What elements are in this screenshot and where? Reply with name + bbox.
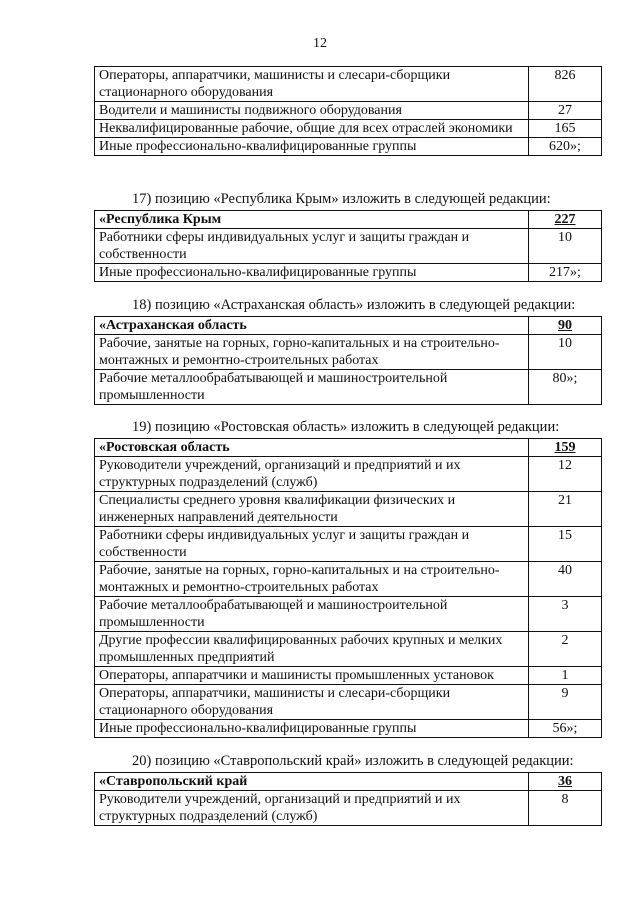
row-value: 27 <box>529 102 602 120</box>
table-row <box>95 791 602 826</box>
region-name: «Ставропольский край <box>95 773 529 791</box>
table-row <box>95 597 602 632</box>
occupation-table-continuation <box>94 66 602 156</box>
row-value: 40 <box>529 562 602 597</box>
section-heading-19: 19) позицию «Ростовская область» изложить в следующей редакции: <box>132 419 560 435</box>
row-value: 826 <box>529 67 602 102</box>
row-label: Иные профессионально-квалифицированные группы <box>95 138 529 156</box>
table-row <box>95 720 602 738</box>
row-label: Другие профессии квалифицированных рабочих крупных и мелких промышленных предприятий <box>95 632 529 667</box>
region-row <box>95 773 602 791</box>
row-value: 56»; <box>529 720 602 738</box>
region-total: 159 <box>529 439 602 457</box>
row-label: Рабочие, занятые на горных, горно-капитальных и на строительно-монтажных и ремонтно-строительных работах <box>95 562 529 597</box>
section-heading-20: 20) позицию «Ставропольский край» изложить в следующей редакции: <box>132 753 574 769</box>
region-total: 36 <box>529 773 602 791</box>
section-heading-18: 18) позицию «Астраханская область» изложить в следующей редакции: <box>132 297 576 313</box>
row-label: Работники сферы индивидуальных услуг и защиты граждан и собственности <box>95 229 529 264</box>
row-label: Специалисты среднего уровня квалификации физических и инженерных направлений деятельности <box>95 492 529 527</box>
row-label: Руководители учреждений, организаций и предприятий и их структурных подразделений (служб) <box>95 791 529 826</box>
row-value: 10 <box>529 335 602 370</box>
table-row <box>95 229 602 264</box>
region-row <box>95 439 602 457</box>
table-row <box>95 492 602 527</box>
row-value: 21 <box>529 492 602 527</box>
row-value: 12 <box>529 457 602 492</box>
stavropol-table <box>94 772 602 826</box>
row-value: 8 <box>529 791 602 826</box>
region-total: 90 <box>529 317 602 335</box>
section-heading-17: 17) позицию «Республика Крым» изложить в следующей редакции: <box>132 191 551 207</box>
row-value: 15 <box>529 527 602 562</box>
table-row <box>95 685 602 720</box>
row-label: Неквалифицированные рабочие, общие для всех отраслей экономики <box>95 120 529 138</box>
row-label: Водители и машинисты подвижного оборудования <box>95 102 529 120</box>
row-value: 9 <box>529 685 602 720</box>
region-row <box>95 211 602 229</box>
region-name: «Республика Крым <box>95 211 529 229</box>
row-label: Операторы, аппаратчики и машинисты промышленных установок <box>95 667 529 685</box>
table-row <box>95 264 602 282</box>
row-label: Работники сферы индивидуальных услуг и защиты граждан и собственности <box>95 527 529 562</box>
crimea-table <box>94 210 602 282</box>
row-label: Рабочие металлообрабатывающей и машиностроительной промышленности <box>95 597 529 632</box>
table-row <box>95 102 602 120</box>
table-row <box>95 632 602 667</box>
table-row <box>95 457 602 492</box>
row-value: 10 <box>529 229 602 264</box>
row-label: Операторы, аппаратчики, машинисты и слесари-сборщики стационарного оборудования <box>95 685 529 720</box>
row-value: 1 <box>529 667 602 685</box>
row-value: 165 <box>529 120 602 138</box>
row-label: Рабочие металлообрабатывающей и машиностроительной промышленности <box>95 370 529 405</box>
row-label: Операторы, аппаратчики, машинисты и слесари-сборщики стационарного оборудования <box>95 67 529 102</box>
table-row <box>95 67 602 102</box>
row-label: Иные профессионально-квалифицированные группы <box>95 264 529 282</box>
page-number: 12 <box>313 36 327 51</box>
row-label: Рабочие, занятые на горных, горно-капитальных и на строительно-монтажных и ремонтно-строительных работах <box>95 335 529 370</box>
row-value: 80»; <box>529 370 602 405</box>
table-row <box>95 335 602 370</box>
table-row <box>95 562 602 597</box>
row-value: 3 <box>529 597 602 632</box>
row-value: 217»; <box>529 264 602 282</box>
table-row <box>95 667 602 685</box>
row-value: 2 <box>529 632 602 667</box>
region-name: «Астраханская область <box>95 317 529 335</box>
table-row <box>95 370 602 405</box>
row-label: Иные профессионально-квалифицированные группы <box>95 720 529 738</box>
astrakhan-table <box>94 316 602 405</box>
table-row <box>95 527 602 562</box>
region-row <box>95 317 602 335</box>
row-label: Руководители учреждений, организаций и предприятий и их структурных подразделений (служб) <box>95 457 529 492</box>
region-total: 227 <box>529 211 602 229</box>
table-row <box>95 120 602 138</box>
region-name: «Ростовская область <box>95 439 529 457</box>
rostov-table <box>94 438 602 738</box>
row-value: 620»; <box>529 138 602 156</box>
table-row <box>95 138 602 156</box>
